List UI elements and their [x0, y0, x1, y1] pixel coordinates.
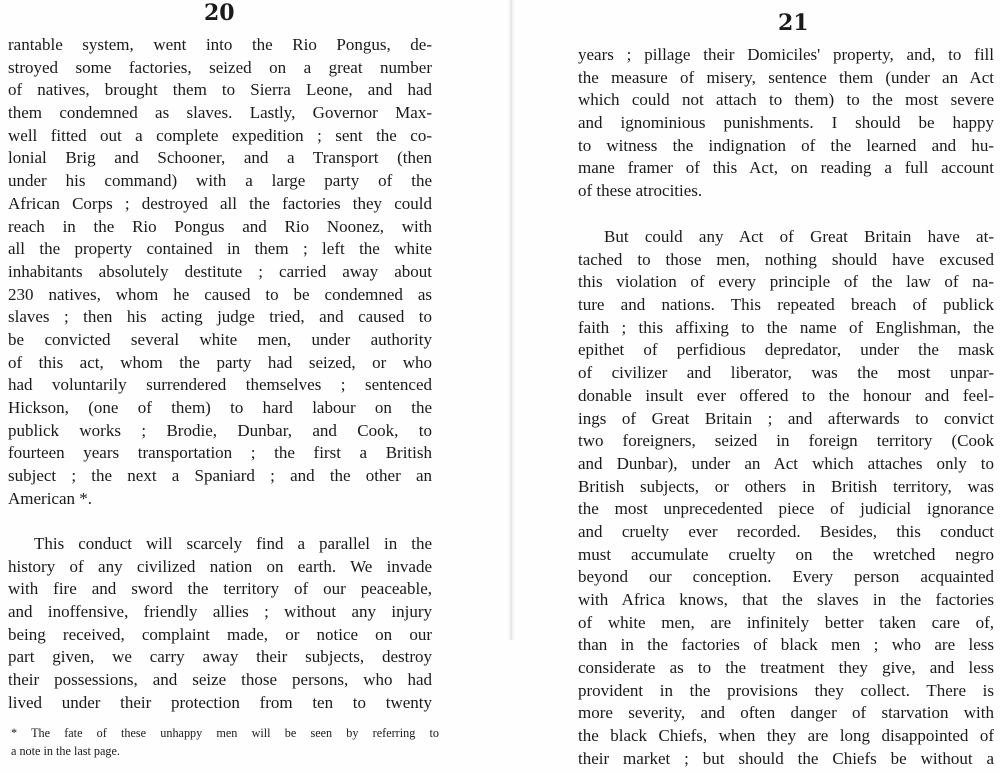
- text-line: and cruelty ever recorded. Besides, this conduct: [578, 521, 994, 541]
- text-line: to witness the indignation of the learned and hu-: [578, 135, 994, 155]
- text-line: history of any civilized nation on earth. We invade: [8, 556, 432, 576]
- text-line: which could not attach to them) to the most severe: [578, 90, 994, 110]
- text-line: of white men, are infinitely better taken care of,: [578, 612, 994, 632]
- right-paragraph-1: [578, 44, 994, 203]
- left-paragraph-2: [8, 533, 432, 715]
- text-line: their possessions, and seize those persons, who had: [8, 670, 432, 690]
- text-line: ings of Great Britain ; and afterwards to convict: [578, 408, 994, 428]
- text-line: fourteen years transportation ; the first a British: [8, 443, 432, 463]
- left-page-number: 20: [204, 0, 235, 26]
- text-line: well fitted out a complete expedition ; sent the co-: [8, 125, 432, 145]
- text-line: the black Chiefs, when they are long disappointed of: [578, 726, 994, 746]
- left-paragraph-1: [8, 34, 432, 510]
- text-line: must accumulate cruelty on the wretched negro: [578, 544, 994, 564]
- text-line: But could any Act of Great Britain have at-: [604, 227, 994, 246]
- text-line: lived under their protection from ten to twenty: [8, 692, 432, 712]
- text-line: them condemned as slaves. Lastly, Governor Max-: [8, 103, 432, 123]
- text-line: of civilizer and liberator, was the most unpar-: [578, 363, 994, 383]
- text-line: donable insult ever offered to the honour and feel-: [578, 385, 994, 405]
- text-line: their market ; but should the Chiefs be without a: [578, 748, 994, 768]
- text-line: two foreigners, seized in foreign territory (Cook: [578, 431, 994, 451]
- text-line: mane framer of this Act, on reading a full account: [578, 158, 994, 178]
- text-line: stroyed some factories, seized on a great number: [8, 57, 432, 77]
- text-line: the measure of misery, sentence them (under an Act: [578, 67, 994, 87]
- text-line: being received, complaint made, or notice on our: [8, 624, 432, 644]
- text-line: subject ; the next a Spaniard ; and the other an: [8, 466, 432, 486]
- text-line: lonial Brig and Schooner, and a Transport (then: [8, 148, 432, 168]
- right-page-number: 21: [778, 10, 809, 36]
- text-line: African Corps ; destroyed all the factories they could: [8, 193, 432, 213]
- book-gutter: [508, 0, 516, 640]
- text-line: tached to those men, nothing should have excused: [578, 249, 994, 269]
- text-line: and ignominious punishments. I should be happy: [578, 113, 994, 133]
- text-line: faith ; this affixing to the name of Englishman, the: [578, 317, 994, 337]
- text-line: reach in the Rio Pongus and Rio Noonez, with: [8, 216, 432, 236]
- text-line: all the property contained in them ; left the white: [8, 239, 432, 259]
- text-line: inhabitants absolutely destitute ; carried away about: [8, 261, 432, 281]
- text-line: and inoffensive, friendly allies ; without any injury: [8, 602, 432, 622]
- text-line: American *.: [8, 488, 93, 508]
- text-line: than in the factories of black men ; who are less: [578, 635, 994, 655]
- text-line: epithet of perfidious depredator, under the mask: [578, 340, 994, 360]
- text-line: had voluntarily surrendered themselves ; sentenced: [8, 375, 432, 395]
- text-line: this violation of every principle of the law of na-: [578, 272, 994, 292]
- text-line: of natives, brought them to Sierra Leone, and had: [8, 80, 432, 100]
- text-line: of this act, whom the party had seized, or who: [8, 352, 432, 372]
- text-line: rantable system, went into the Rio Pongus, de-: [8, 35, 432, 54]
- text-line: years ; pillage their Domiciles' property, and, to fill: [578, 45, 994, 64]
- text-line: more severity, and often danger of starvation with: [578, 703, 994, 723]
- text-line: ture and nations. This repeated breach of publick: [578, 295, 994, 315]
- text-line: and Dunbar), under an Act which attaches only to: [578, 453, 994, 473]
- text-line: 230 natives, whom he caused to be condemned as: [8, 284, 432, 304]
- footnote: [11, 724, 439, 760]
- text-line: Hickson, (one of them) to hard labour on the: [8, 398, 432, 417]
- text-line: be convicted several white men, under authority: [8, 329, 432, 349]
- text-line: under his command) with a large party of the: [8, 171, 432, 191]
- text-line: provident in the provisions they collect. There is: [578, 680, 994, 700]
- text-line: considerate as to the treatment they give, and less: [578, 658, 994, 678]
- text-line: the most unprecedented piece of judicial ignorance: [578, 499, 994, 519]
- text-line: publick works ; Brodie, Dunbar, and Cook, to: [8, 420, 432, 440]
- text-line: with fire and sword the territory of our peaceable,: [8, 579, 432, 599]
- text-line: beyond our conception. Every person acquainted: [578, 567, 994, 587]
- text-line: with Africa knows, that the slaves in the factories: [578, 590, 994, 609]
- text-line: British subjects, or others in British territory, was: [578, 476, 994, 496]
- footnote-line: a note in the last page.: [11, 744, 120, 758]
- footnote-line: * The fate of these unhappy men will be seen by referring to: [11, 726, 439, 740]
- text-line: slaves ; then his acting judge tried, and caused to: [8, 307, 432, 327]
- text-line: part given, we carry away their subjects, destroy: [8, 647, 432, 667]
- right-paragraph-2: [578, 226, 994, 771]
- text-line: of these atrocities.: [578, 181, 703, 201]
- text-line: This conduct will scarcely find a parallel in the: [34, 534, 432, 553]
